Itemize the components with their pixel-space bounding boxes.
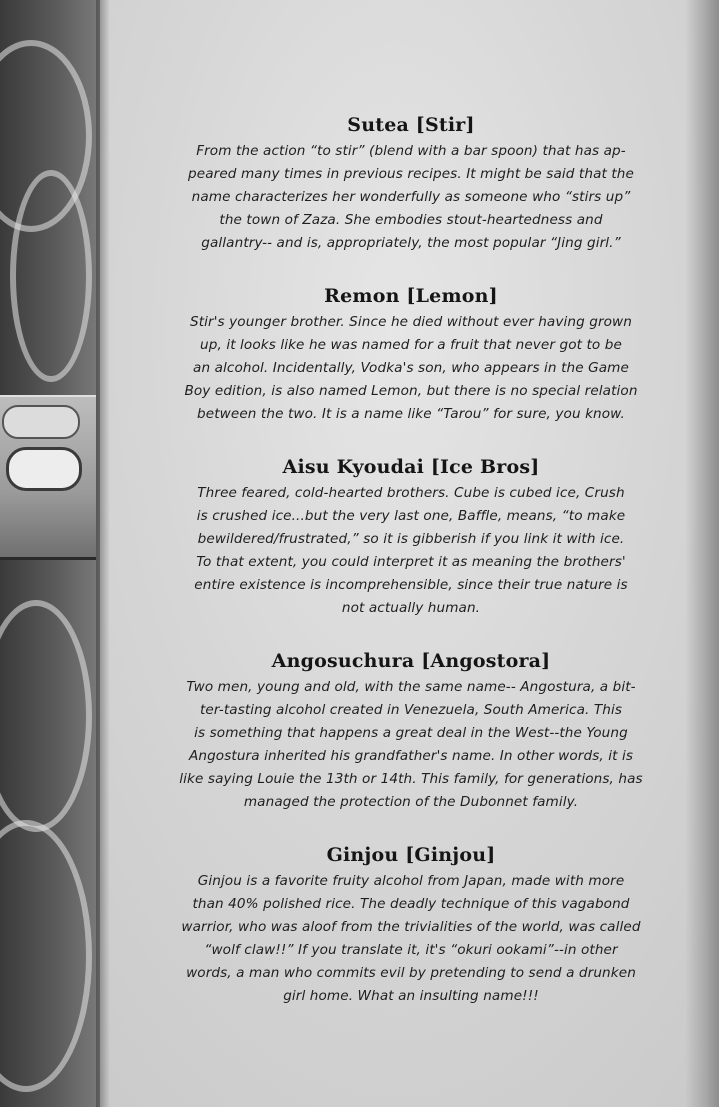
entry-line: an alcohol. Incidentally, Vodka's son, who appears in the Game (193, 360, 629, 376)
entry-line: name characterizes her wonderfully as someone who “stirs up” (191, 189, 631, 205)
glossary-text-column (120, 112, 702, 1036)
entry-line: between the two. It is a name like “Tarou” for sure, you know. (197, 406, 625, 422)
entry-title: Remon [Lemon] (324, 285, 498, 307)
entry-line: Three feared, cold-hearted brothers. Cube is cubed ice, Crush (197, 485, 625, 501)
entry-line: ter-tasting alcohol created in Venezuela, South America. This (199, 702, 623, 718)
entry-line: is crushed ice...but the very last one, Baffle, means, “to make (196, 508, 626, 524)
entry-line: not actually human. (341, 600, 481, 616)
artwork-inset-shape (6, 447, 82, 491)
entry-line: Ginjou is a favorite fruity alcohol from Japan, made with more (197, 873, 625, 889)
glossary-entry-angosuchura (120, 648, 702, 814)
entry-title: Aisu Kyoudai [Ice Bros] (282, 456, 540, 478)
entry-line: managed the protection of the Dubonnet family. (243, 794, 579, 810)
entry-body (120, 870, 702, 1008)
entry-body (120, 311, 702, 426)
glossary-entry-remon (120, 283, 702, 426)
page-spine-shadow (96, 0, 110, 1107)
entry-line: “wolf claw!!” If you translate it, it's “okuri ookami”--in other (204, 942, 618, 958)
entry-line: like saying Louie the 13th or 14th. This family, for generations, has (179, 771, 643, 787)
entry-line: words, a man who commits evil by pretending to send a drunken (186, 965, 636, 981)
entry-line: is something that happens a great deal in the West--the Young (194, 725, 628, 741)
artwork-inset-panel (0, 395, 96, 560)
entry-line: Boy edition, is also named Lemon, but there is no special relation (184, 383, 638, 399)
entry-body (120, 140, 702, 255)
entry-body (120, 676, 702, 814)
entry-title: Sutea [Stir] (347, 114, 475, 136)
entry-line: up, it looks like he was named for a fruit that never got to be (200, 337, 622, 353)
entry-line: entire existence is incomprehensible, since their true nature is (194, 577, 628, 593)
entry-line: bewildered/frustrated,” so it is gibberish if you link it with ice. (197, 531, 625, 547)
entry-line: Two men, young and old, with the same name-- Angostura, a bit- (186, 679, 636, 695)
entry-line: Stir's younger brother. Since he died without ever having grown (190, 314, 632, 330)
entry-line: girl home. What an insulting name!!! (283, 988, 539, 1004)
entry-line: From the action “to stir” (blend with a bar spoon) that has ap- (196, 143, 626, 159)
glossary-entry-ginjou (120, 842, 702, 1008)
entry-line: warrior, who was aloof from the trivialities of the world, was called (181, 919, 641, 935)
artwork-curve-shape (10, 170, 92, 382)
entry-title: Angosuchura [Angostora] (271, 650, 551, 672)
artwork-inset-shape (2, 405, 80, 439)
entry-line: Angostura inherited his grandfather's name. In other words, it is (188, 748, 634, 764)
left-artwork-strip (0, 0, 100, 1107)
entry-line: To that extent, you could interpret it as meaning the brothers' (196, 554, 626, 570)
glossary-entry-aisu-kyoudai (120, 454, 702, 620)
entry-title: Ginjou [Ginjou] (326, 844, 496, 866)
entry-line: peared many times in previous recipes. It might be said that the (188, 166, 634, 182)
entry-line: gallantry-- and is, appropriately, the most popular “Jing girl.” (201, 235, 621, 251)
artwork-curve-shape (0, 600, 92, 832)
entry-line: the town of Zaza. She embodies stout-heartedness and (219, 212, 603, 228)
entry-line: than 40% polished rice. The deadly technique of this vagabond (192, 896, 630, 912)
entry-body (120, 482, 702, 620)
glossary-entry-sutea (120, 112, 702, 255)
artwork-curve-shape (0, 820, 92, 1092)
